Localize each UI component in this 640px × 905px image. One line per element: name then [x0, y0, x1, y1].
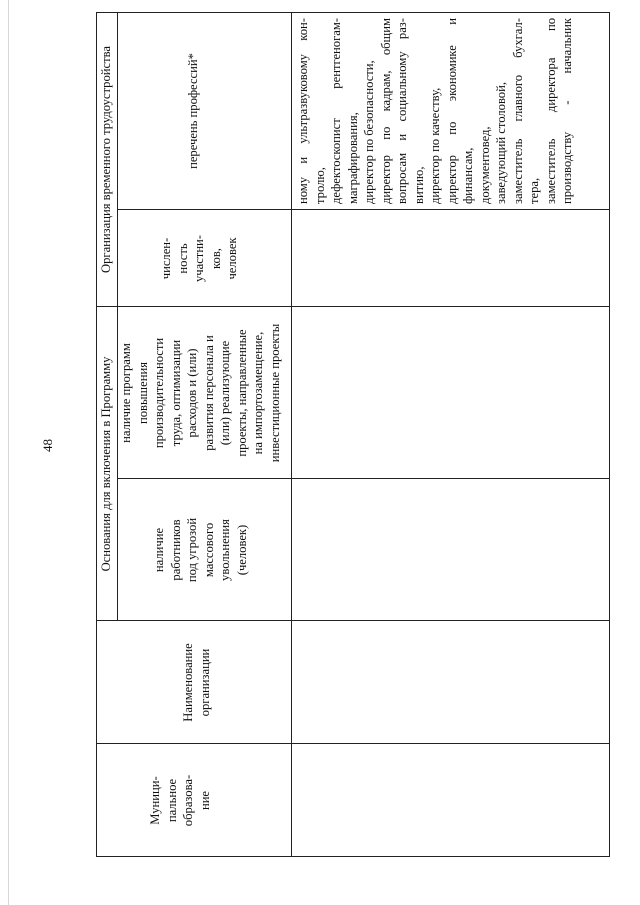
professions-word: директора	[543, 57, 558, 113]
border-bottom	[609, 12, 610, 857]
group-header-basis	[98, 307, 117, 621]
professions-word: социальному	[395, 51, 409, 122]
professions-word: витию,	[411, 166, 426, 204]
professions-line	[526, 18, 543, 204]
professions-line	[411, 18, 428, 204]
professions-word: экономике	[444, 45, 459, 102]
professions-word: производству	[560, 131, 574, 204]
professions-cell	[295, 14, 576, 208]
header-line: Муници-	[148, 776, 162, 825]
professions-word: и	[444, 18, 459, 25]
header-divider	[291, 12, 292, 857]
professions-line	[361, 18, 378, 204]
border-right	[96, 12, 610, 13]
professions-word: -	[560, 100, 574, 105]
professions-word: дефектоскопист	[329, 118, 343, 204]
page-number: 48	[40, 439, 55, 452]
header-line: проекты, направленные	[234, 329, 249, 457]
professions-line	[477, 18, 494, 204]
professions-line	[295, 18, 312, 204]
professions-word: директор	[444, 155, 459, 204]
rotated-table	[96, 12, 610, 857]
header-line: человек	[225, 237, 239, 280]
professions-word: главного	[510, 74, 525, 122]
header-line: массового	[201, 522, 216, 578]
table-frame	[96, 12, 610, 857]
professions-word: заместитель	[543, 138, 558, 204]
header-line: производительности	[152, 337, 166, 449]
professions-word: и	[395, 133, 409, 141]
header-programs	[118, 307, 290, 479]
header-line: расходов и (или)	[185, 348, 199, 438]
header-line: перечень профессий*	[186, 53, 200, 169]
professions-word: директор по качеству,	[428, 87, 442, 204]
header-line: (или) реализующие	[218, 340, 232, 446]
professions-word: маграфирования,	[345, 112, 360, 204]
professions-word: по	[444, 121, 459, 135]
border-top	[96, 12, 97, 857]
professions-word: директор по безопасности,	[362, 60, 376, 204]
professions-word: и	[296, 156, 310, 164]
professions-word: по	[543, 18, 558, 32]
professions-word: заместитель	[510, 138, 525, 204]
professions-word: рентгеногам-	[329, 18, 343, 89]
professions-line	[543, 18, 560, 204]
header-line: наличие	[152, 527, 166, 573]
professions-word: начальник	[560, 18, 574, 74]
professions-line	[460, 18, 477, 204]
header-line: пальное	[164, 778, 179, 823]
professions-line	[427, 18, 444, 204]
header-org-name	[180, 621, 240, 744]
group-header-basis-text: Основания для включения в Программу	[99, 356, 113, 572]
header-municipality	[147, 744, 267, 857]
header-line: развития персонала и	[201, 335, 216, 451]
header-professions	[185, 12, 205, 210]
header-line: труда, оптимизации	[168, 339, 183, 447]
professions-word: раз-	[395, 18, 409, 40]
header-line: Наименование	[181, 643, 195, 722]
professions-word: вопросам	[395, 152, 409, 204]
professions-word: бухгал-	[510, 18, 525, 58]
header-line: ние	[197, 790, 212, 811]
group-header-org-temp	[98, 12, 117, 307]
professions-line	[328, 18, 345, 204]
header-line: под угрозой	[185, 517, 199, 583]
header-line: инвестиционные проекты	[267, 323, 282, 463]
professions-word: кадрам,	[378, 70, 393, 112]
professions-word: финансам,	[461, 147, 475, 204]
professions-line	[312, 18, 329, 204]
professions-line	[394, 18, 411, 204]
page-edge-shadow	[8, 0, 9, 905]
header-line: ность	[175, 243, 190, 274]
professions-line	[510, 18, 527, 204]
header-line: повышения	[135, 362, 150, 425]
professions-word: кон-	[296, 18, 310, 41]
header-line: увольнения	[218, 519, 232, 581]
header-line: наличие программ	[119, 343, 133, 443]
professions-word: заведующий столовой,	[494, 82, 508, 204]
professions-line	[559, 18, 576, 204]
header-line: на импортозамещение,	[251, 331, 265, 455]
header-line: ков,	[208, 248, 223, 269]
header-line: числен-	[159, 237, 173, 280]
professions-word: документовед,	[477, 126, 492, 204]
professions-line	[444, 18, 461, 204]
professions-word: тера,	[527, 177, 541, 204]
professions-line	[493, 18, 510, 204]
professions-word: ультразвуковому	[296, 54, 310, 144]
header-line: работников	[168, 519, 183, 581]
header-line: организации	[197, 648, 212, 717]
professions-word: ному	[296, 176, 310, 204]
group-header-org-temp-text: Организация временного трудоустройства	[99, 46, 113, 273]
header-line: участни-	[192, 235, 206, 282]
header-workers	[151, 479, 271, 621]
header-line: образова-	[181, 774, 195, 827]
header-line: (человек)	[234, 524, 249, 576]
professions-word: тролю,	[312, 167, 327, 204]
professions-word: по	[378, 126, 393, 140]
professions-word: общим	[378, 18, 393, 56]
header-participants	[158, 210, 258, 307]
professions-line	[378, 18, 395, 204]
professions-word: директор	[378, 155, 393, 204]
professions-line	[345, 18, 362, 204]
